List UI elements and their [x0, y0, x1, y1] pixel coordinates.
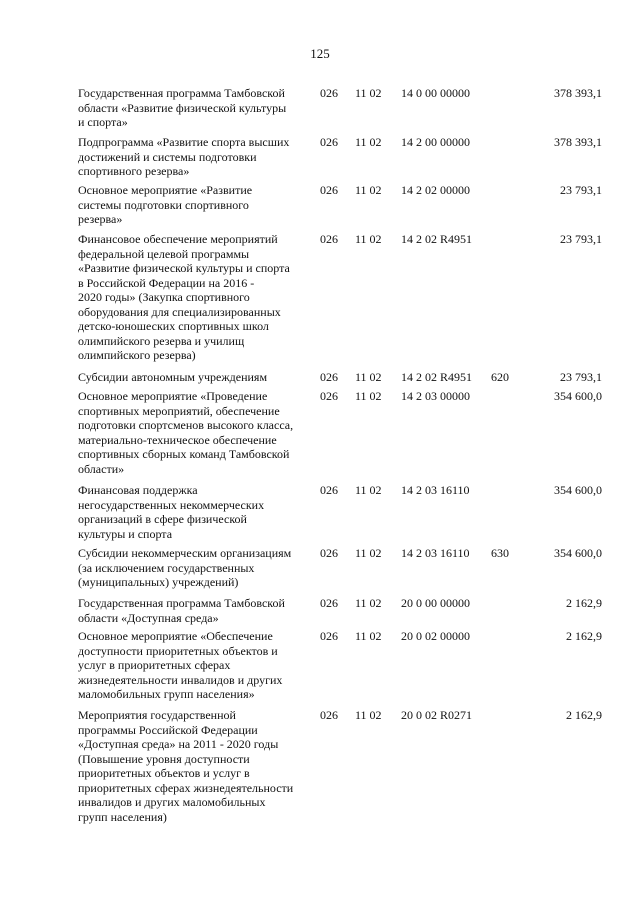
row-description [78, 708, 318, 824]
description-line: приоритетных сферах жизнедеятельности [78, 780, 294, 795]
description-line: и спорта» [78, 115, 128, 129]
description-line: групп населения) [78, 809, 167, 824]
section-code: 11 02 [355, 483, 382, 497]
expense-kind-code: 630 [491, 546, 509, 560]
description-line: (муниципальных) учреждений) [78, 575, 239, 589]
description-line: Государственная программа Тамбовской [78, 86, 285, 100]
row-description [78, 483, 318, 541]
row-description [78, 183, 318, 227]
description-line: Подпрограмма «Развитие спорта высших [78, 135, 290, 149]
description-line: области «Развитие физической культуры [78, 100, 287, 115]
description-line: системы подготовки спортивного [78, 197, 249, 212]
description-line: области «Доступная среда» [78, 610, 219, 625]
section-code: 11 02 [355, 135, 382, 149]
gov-code: 026 [320, 546, 338, 560]
row-description [78, 232, 318, 363]
row-description [78, 389, 318, 476]
target-code: 14 2 02 00000 [401, 183, 470, 197]
description-line: в Российской Федерации на 2016 - [78, 275, 255, 290]
amount: 23 793,1 [560, 183, 602, 197]
section-code: 11 02 [355, 183, 382, 197]
description-line: подготовки спортсменов высокого класса, [78, 418, 294, 432]
description-line: федеральной целевой программы [78, 246, 250, 261]
description-line: программы Российской Федерации [78, 722, 258, 737]
description-line: олимпийского резерва и училищ [78, 333, 245, 348]
gov-code: 026 [320, 629, 338, 643]
amount: 378 393,1 [554, 135, 602, 149]
amount: 23 793,1 [560, 232, 602, 246]
description-line: Финансовое обеспечение мероприятий [78, 232, 278, 246]
row-description [78, 546, 318, 590]
target-code: 14 2 03 16110 [401, 483, 470, 497]
target-code: 14 2 03 16110 [401, 546, 470, 560]
description-line: маломобильных групп населения» [78, 687, 255, 701]
gov-code: 026 [320, 389, 338, 403]
description-line: материально-техническое обеспечение [78, 432, 277, 447]
amount: 354 600,0 [554, 483, 602, 497]
gov-code: 026 [320, 596, 338, 610]
amount: 378 393,1 [554, 86, 602, 100]
gov-code: 026 [320, 86, 338, 100]
description-line: достижений и системы подготовки [78, 149, 257, 164]
section-code: 11 02 [355, 232, 382, 246]
row-description [78, 135, 318, 179]
page-number: 125 [310, 46, 330, 61]
description-line: 2020 годы» (Закупка спортивного [78, 290, 250, 304]
description-line: доступности приоритетных объектов и [78, 643, 278, 658]
description-line: приоритетных объектов и услуг в [78, 766, 250, 780]
gov-code: 026 [320, 483, 338, 497]
description-line: услуг в приоритетных сферах [78, 658, 231, 672]
target-code: 14 2 02 R4951 [401, 370, 473, 384]
description-line: негосударственных некоммерческих [78, 497, 265, 512]
description-line: резерва» [78, 212, 123, 226]
description-line: жизнедеятельности инвалидов и других [78, 672, 283, 687]
row-description [78, 596, 318, 625]
description-line: инвалидов и других маломобильных [78, 795, 266, 809]
section-code: 11 02 [355, 370, 382, 384]
description-line: культуры и спорта [78, 526, 173, 541]
description-line: детско-юношеских спортивных школ [78, 319, 269, 333]
target-code: 20 0 02 R0271 [401, 708, 473, 722]
amount: 2 162,9 [566, 596, 602, 610]
description-line: Субсидии автономным учреждениям [78, 370, 268, 384]
section-code: 11 02 [355, 389, 382, 403]
expense-kind-code: 620 [491, 370, 509, 384]
gov-code: 026 [320, 232, 338, 246]
description-line: Основное мероприятие «Проведение [78, 389, 268, 403]
description-line: области» [78, 461, 125, 476]
description-line: Государственная программа Тамбовской [78, 596, 285, 610]
section-code: 11 02 [355, 546, 382, 560]
amount: 354 600,0 [554, 546, 602, 560]
target-code: 14 2 00 00000 [401, 135, 470, 149]
gov-code: 026 [320, 708, 338, 722]
description-line: Мероприятия государственной [78, 708, 236, 722]
description-line: (за исключением государственных [78, 560, 255, 575]
row-description [78, 86, 318, 130]
description-line: «Развитие физической культуры и спорта [78, 261, 290, 275]
section-code: 11 02 [355, 596, 382, 610]
row-description [78, 370, 318, 385]
gov-code: 026 [320, 135, 338, 149]
section-code: 11 02 [355, 86, 382, 100]
description-line: организаций в сфере физической [78, 512, 247, 526]
amount: 23 793,1 [560, 370, 602, 384]
description-line: Субсидии некоммерческим организациям [78, 546, 292, 560]
gov-code: 026 [320, 370, 338, 384]
section-code: 11 02 [355, 708, 382, 722]
description-line: спортивных мероприятий, обеспечение [78, 403, 280, 418]
target-code: 14 2 02 R4951 [401, 232, 473, 246]
section-code: 11 02 [355, 629, 382, 643]
target-code: 14 0 00 00000 [401, 86, 470, 100]
target-code: 14 2 03 00000 [401, 389, 470, 403]
target-code: 20 0 02 00000 [401, 629, 470, 643]
amount: 2 162,9 [566, 708, 602, 722]
gov-code: 026 [320, 183, 338, 197]
amount: 354 600,0 [554, 389, 602, 403]
description-line: Финансовая поддержка [78, 483, 198, 497]
row-description [78, 629, 318, 702]
description-line: оборудования для специализированных [78, 304, 281, 319]
description-line: «Доступная среда» на 2011 - 2020 годы [78, 737, 279, 751]
description-line: спортивного резерва» [78, 164, 190, 178]
description-line: Основное мероприятие «Развитие [78, 183, 253, 197]
description-line: (Повышение уровня доступности [78, 751, 250, 766]
target-code: 20 0 00 00000 [401, 596, 470, 610]
description-line: Основное мероприятие «Обеспечение [78, 629, 273, 643]
description-line: олимпийского резерва) [78, 348, 196, 362]
amount: 2 162,9 [566, 629, 602, 643]
description-line: спортивных сборных команд Тамбовской [78, 447, 290, 461]
